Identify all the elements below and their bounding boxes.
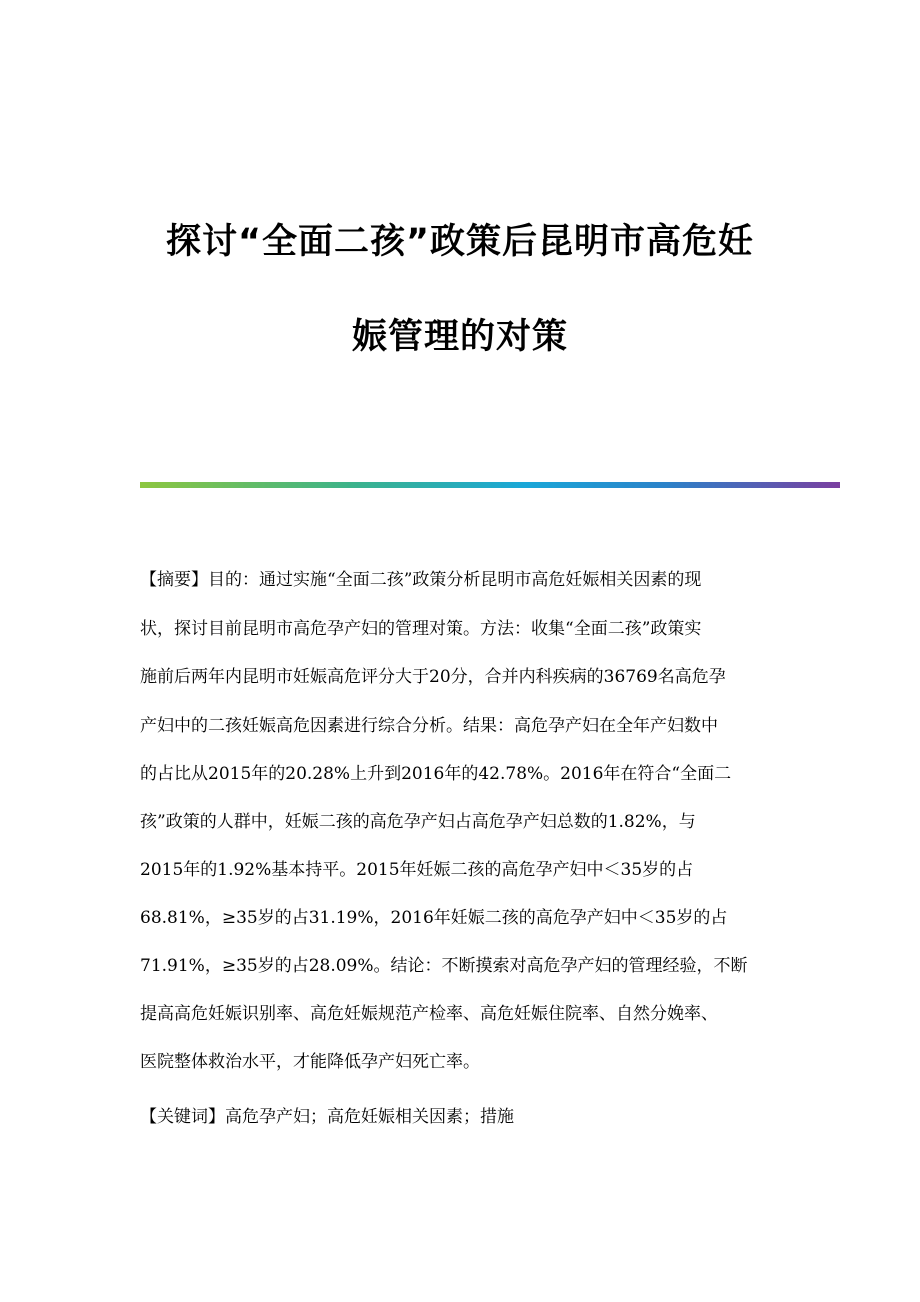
- abstract-line: 孩”政策的人群中，妊娠二孩的高危孕产妇占高危孕产妇总数的1.82%，与: [140, 812, 696, 832]
- abstract-line: 提高高危妊娠识别率、高危妊娠规范产检率、高危妊娠住院率、自然分娩率、: [140, 1004, 718, 1024]
- keywords: 【关键词】高危孕产妇；高危妊娠相关因素；措施: [140, 1107, 514, 1127]
- abstract-line: 的占比从2015年的20.28%上升到2016年的42.78%。2016年在符合“全面二: [140, 764, 732, 784]
- gradient-divider: [140, 482, 840, 488]
- abstract-line: 71.91%，≥35岁的占28.09%。结论：不断摸索对高危孕产妇的管理经验，不断: [140, 956, 748, 976]
- abstract-line: 68.81%，≥35岁的占31.19%，2016年妊娠二孩的高危孕产妇中＜35岁的占: [140, 908, 728, 928]
- page-title-line-2: 娠管理的对策: [351, 317, 568, 357]
- abstract-line: 【摘要】目的：通过实施“全面二孩”政策分析昆明市高危妊娠相关因素的现: [140, 570, 702, 590]
- abstract-line: 施前后两年内昆明市妊娠高危评分大于20分，合并内科疾病的36769名高危孕: [140, 667, 726, 687]
- abstract-line: 产妇中的二孩妊娠高危因素进行综合分析。结果：高危孕产妇在全年产妇数中: [140, 716, 718, 736]
- abstract-line: 医院整体救治水平，才能降低孕产妇死亡率。: [140, 1052, 480, 1072]
- abstract-line: 2015年的1.92%基本持平。2015年妊娠二孩的高危孕产妇中＜35岁的占: [140, 860, 694, 880]
- page-title-line-1: 探讨“全面二孩”政策后昆明市高危妊: [165, 222, 754, 262]
- abstract-line: 状，探讨目前昆明市高危孕产妇的管理对策。方法：收集“全面二孩”政策实: [140, 619, 702, 639]
